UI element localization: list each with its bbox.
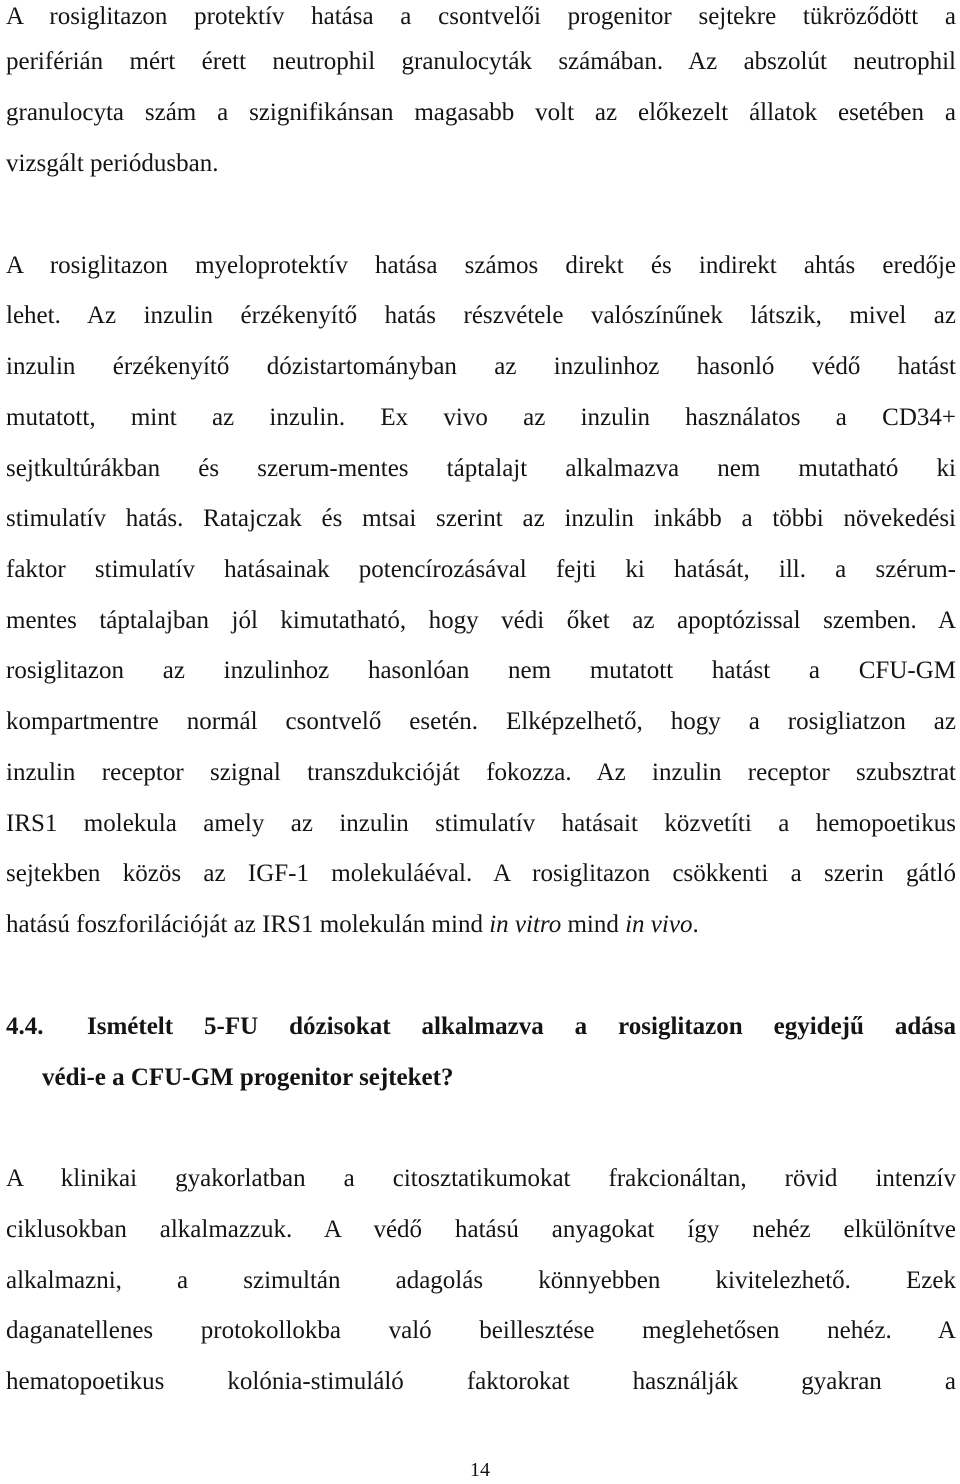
text-line: granulocyta szám a szignifikánsan magasabb volt az előkezelt állatok esetében a (6, 99, 956, 126)
text-line: daganatellenes protokollokba való beillesztése meglehetősen nehéz. A (6, 1317, 956, 1344)
text-span: mind (561, 911, 626, 938)
section-title-line-1: Ismételt 5-FU dózisokat alkalmazva a rosiglitazon egyidejű adása (87, 1013, 956, 1040)
text-line: vizsgált periódusban. (6, 150, 219, 177)
text-line: sejtekben közös az IGF-1 molekuláéval. A rosiglitazon csökkenti a szerin gátló (6, 860, 956, 887)
text-line: inzulin érzékenyítő dózistartományban az inzulinhoz hasonló védő hatást (6, 353, 956, 380)
text-line: rosiglitazon az inzulinhoz hasonlóan nem mutatott hatást a CFU-GM (6, 657, 956, 684)
text-line: IRS1 molekula amely az inzulin stimulatív hatásait közvetíti a hemopoetikus (6, 810, 956, 837)
text-span: hatású foszforilációját az IRS1 molekulán mind (6, 911, 490, 938)
text-line: A rosiglitazon myeloprotektív hatása számos direkt és indirekt ahtás eredője (6, 252, 956, 279)
text-line: sejtkultúrákban és szerum-mentes táptalajt alkalmazva nem mutatható ki (6, 455, 956, 482)
italic-term: in vivo (625, 911, 693, 938)
section-number: 4.4. (6, 1013, 44, 1040)
page-number: 14 (470, 1459, 490, 1481)
text-line: mentes táptalajban jól kimutatható, hogy védi őket az apoptózissal szemben. A (6, 607, 956, 634)
text-line: A rosiglitazon protektív hatása a csontvelői progenitor sejtekre tükröződött a (6, 3, 956, 30)
text-line: faktor stimulatív hatásainak potencírozásával fejti ki hatását, ill. a szérum- (6, 556, 956, 583)
text-line: stimulatív hatás. Ratajczak és mtsai szerint az inzulin inkább a többi növekedési (6, 505, 956, 532)
text-line: mutatott, mint az inzulin. Ex vivo az inzulin használatos a CD34+ (6, 404, 956, 431)
text-line: periférián mért érett neutrophil granulocyták számában. Az abszolút neutrophil (6, 48, 956, 75)
text-line: A klinikai gyakorlatban a citosztatikumokat frakcionáltan, rövid intenzív (6, 1165, 956, 1192)
section-title-line-2: védi-e a CFU-GM progenitor sejteket? (42, 1064, 454, 1091)
text-line: lehet. Az inzulin érzékenyítő hatás részvétele valószínűnek látszik, mivel az (6, 302, 956, 329)
text-line: alkalmazni, a szimultán adagolás könnyebben kivitelezhető. Ezek (6, 1267, 956, 1294)
text-line: ciklusokban alkalmazzuk. A védő hatású anyagokat így nehéz elkülönítve (6, 1216, 956, 1243)
text-line: hematopoetikus kolónia-stimuláló faktorokat használják gyakran a (6, 1368, 956, 1395)
text-line: kompartmentre normál csontvelő esetén. Elképzelhető, hogy a rosigliatzon az (6, 708, 956, 735)
text-line-last (6, 908, 956, 942)
italic-term: in vitro (489, 911, 562, 938)
text-line: inzulin receptor szignal transzdukcióját fokozza. Az inzulin receptor szubsztrat (6, 759, 956, 786)
text-span: . (692, 911, 699, 938)
